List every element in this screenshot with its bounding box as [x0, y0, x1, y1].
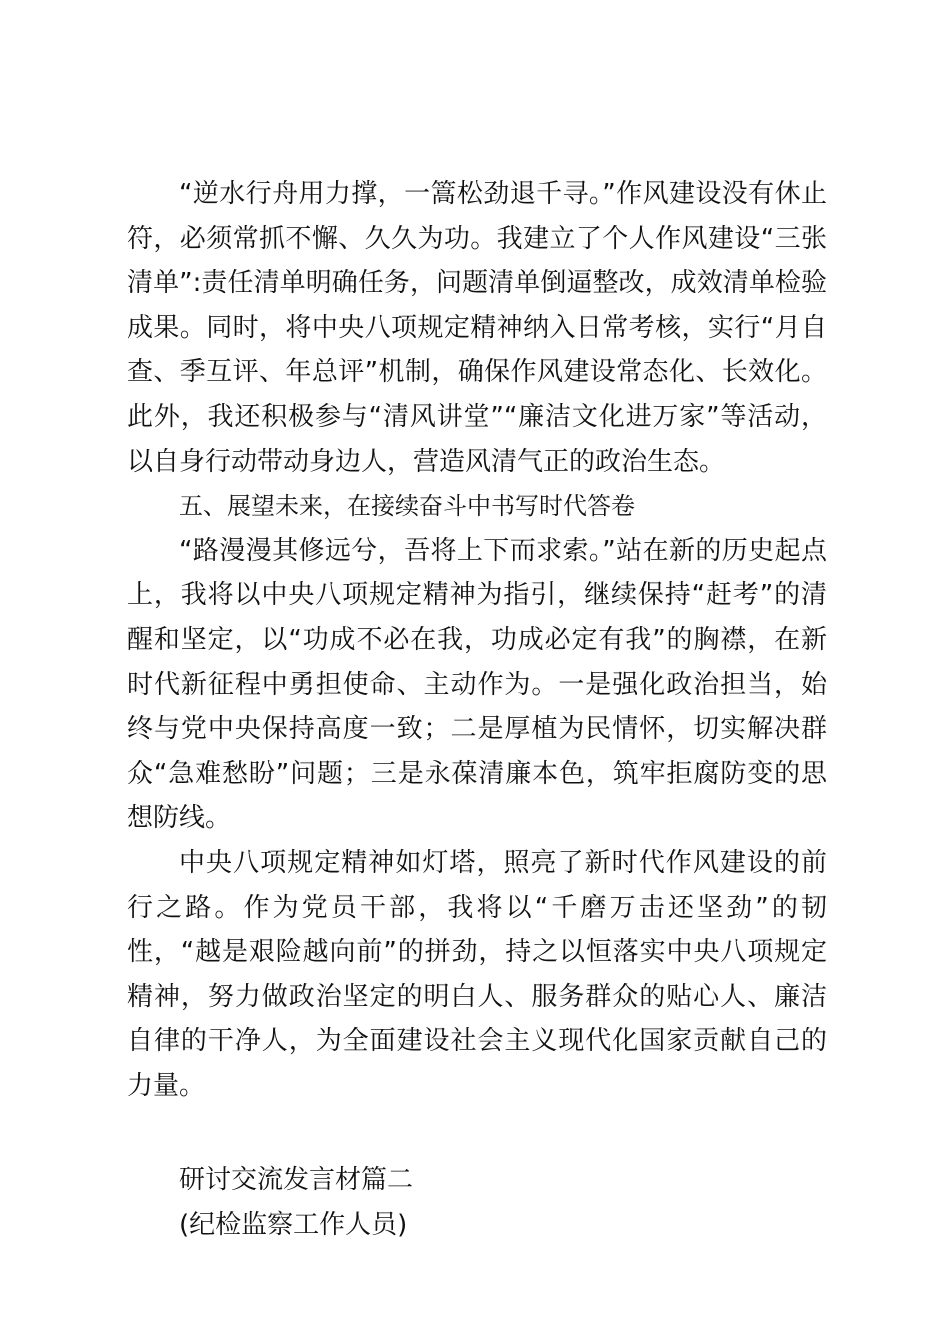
paragraph-future: “路漫漫其修远兮，吾将上下而求索。”站在新的历史起点上，我将以中央八项规定精神为指引，继续保持“赶考”的清醒和坚定，以“功成不必在我，功成必定有我”的胸襟，在新时代新征程中勇担使命、主动作为。一是强化政治担当，始终与党中央保持高度一致；二是厚植为民情怀，切实解决群众“急难愁盼”问题；三是永葆清廉本色，筑牢拒腐防变的思想防线。 [127, 535, 827, 834]
paragraph-conclusion: 中央八项规定精神如灯塔，照亮了新时代作风建设的前行之路。作为党员干部，我将以“千磨万击还坚劲”的韧性，“越是艰险越向前”的拼劲，持之以恒落实中央八项规定精神，努力做政治坚定的明白人、服务群众的贴心人、廉洁自律的干净人，为全面建设社会主义现代化国家贡献自己的力量。 [127, 847, 827, 1101]
document-body [127, 172, 827, 1248]
section-heading-outlook: 五、展望未来，在接续奋斗中书写时代答卷 [179, 492, 635, 521]
section-spacer [127, 1108, 827, 1158]
document-subtitle: (纪检监察工作人员) [179, 1210, 408, 1241]
paragraph-work-style: “逆水行舟用力撑，一篙松劲退千寻。”作风建设没有休止符，必须常抓不懈、久久为功。我建立了个人作风建设“三张清单”:责任清单明确任务，问题清单倒逼整改，成效清单检验成果。同时，将中央八项规定精神纳入日常考核，实行“月自查、季互评、年总评”机制，确保作风建设常态化、长效化。此外，我还积极参与“清风讲堂”“廉洁文化进万家”等活动，以自身行动带动身边人，营造风清气正的政治生态。 [127, 179, 827, 477]
document-title: 研讨交流发言材篇二 [179, 1165, 414, 1196]
